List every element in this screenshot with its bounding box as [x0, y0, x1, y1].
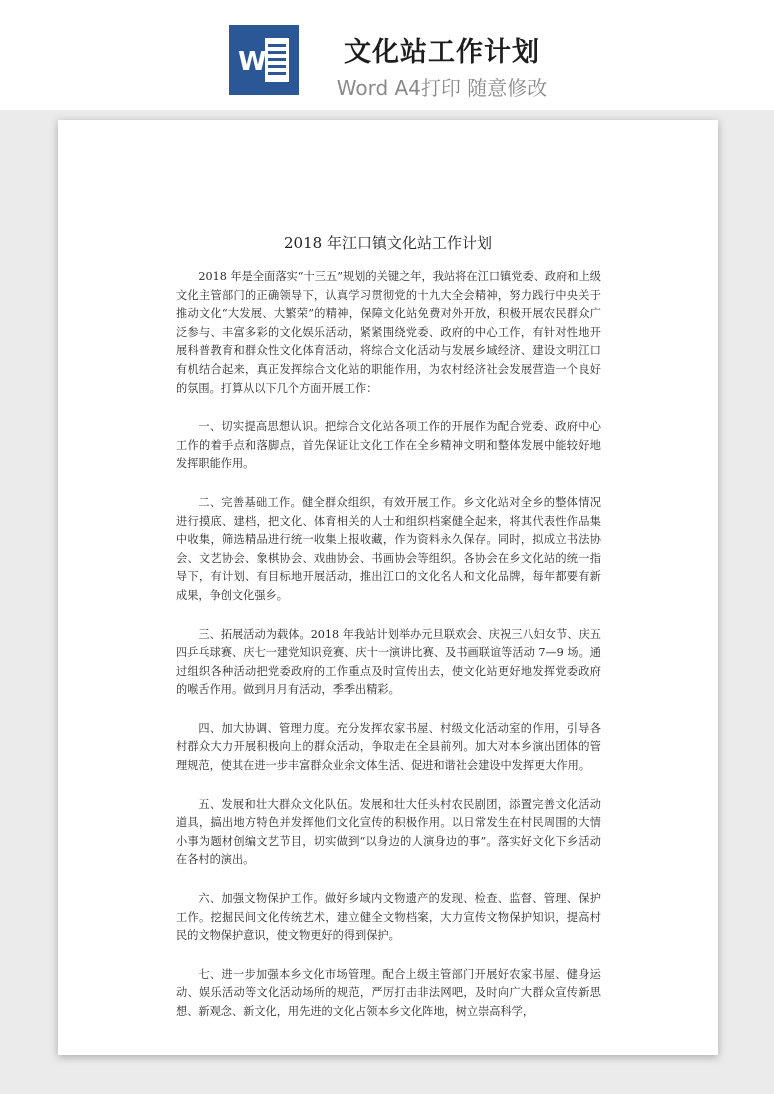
document-title: 2018 年江口镇文化站工作计划: [284, 234, 492, 252]
paragraph-5: 五、发展和壮大群众文化队伍。发展和壮大任头村农民剧团，添置完善文化活动道具，搞出地方特色并发挥他们文化宣传的积极作用。以日常发生在村民周围的大情小事为题材创编文艺节目，切实做到“以身边的人演身边的事”。落实好文化下乡活动在各村的演出。: [176, 797, 601, 867]
paragraph-7: 七、进一步加强本乡文化市场管理。配合上级主管部门开展好农家书屋、健身运动、娱乐活动等文化活动场所的规范，严厉打击非法网吧，及时向广大群众宣传新思想、新观念、新文化，用先进的文化占领本乡文化阵地，树立崇高科学，: [176, 967, 601, 1018]
banner-title: 文化站工作计划: [344, 37, 540, 68]
banner-subtitle: Word A4打印 随意修改: [336, 76, 548, 100]
word-icon: [229, 25, 299, 95]
paragraph-1: 一、切实提高思想认识。把综合文化站各项工作的开展作为配合党委、政府中心工作的着手点和落脚点，首先保证让文化工作在全乡精神文明和整体发展中能较好地发挥职能作用。: [176, 420, 601, 471]
paragraph-2: 二、完善基础工作。健全群众组织，有效开展工作。乡文化站对全乡的整体情况进行摸底、建档，把文化、体育相关的人士和组织档案健全起来，将其代表性作品集中收集，筛选精品进行统一收集上报收藏，作为资料永久保存。同时，拟成立书法协会、文艺协会、象棋协会、戏曲协会、书画协会等组织。各协会在乡文化站的统一指导下，有计划、有目标地开展活动，推出江口的文化名人和文化品牌，每年都要有新成果，争创文化强乡。: [176, 495, 601, 602]
paragraph-6: 六、加强文物保护工作。做好乡域内文物遗产的发现、检查、监督、管理、保护工作。挖掘民间文化传统艺术，建立健全文物档案，大力宣传文物保护知识，提高村民的文物保护意识，使文物更好的得到保护。: [176, 892, 601, 943]
paragraph-intro: 2018 年是全面落实“十三五”规划的关键之年，我站将在江口镇党委、政府和上级文化主管部门的正确领导下，认真学习贯彻党的十九大全会精神，努力践行中央关于推动文化“大发展、大繁荣”的精神，保障文化站免费对外开放，积极开展农民群众广泛参与、丰富多彩的文化娱乐活动，紧紧围绕党委、政府的中心工作，有针对性地开展科普教育和群众性文化体育活动，将综合文化活动与发展乡域经济、建设文明江口有机结合起来，真正发挥综合文化站的职能作用，为农村经济社会发展营造一个良好的氛围。打算从以下几个方面开展工作：: [176, 270, 601, 395]
paragraph-4: 四、加大协调、管理力度。充分发挥农家书屋、村级文化活动室的作用，引导各村群众大力开展积极向上的群众活动，争取走在全县前列。加大对本乡演出团体的管理规范，使其在进一步丰富群众业余文体生活、促进和谐社会建设中发挥更大作用。: [176, 721, 601, 773]
word-icon-letter: W: [238, 47, 267, 77]
header-banner: [0, 0, 774, 110]
paragraph-3: 三、拓展活动为载体。2018 年我站计划举办元旦联欢会、庆祝三八妇女节、庆五四乒乓球赛、庆七一建党知识竞赛、庆十一演讲比赛、及书画联谊等活动 7—9 场。通过组织各种活动把党委政府的工作重点及时宣传出去，使文化站更好地发挥党委政府的喉舌作用。做到月月有活动，季季出精彩。: [176, 627, 601, 697]
document-page: [58, 120, 718, 1055]
document-body: [176, 268, 601, 1042]
